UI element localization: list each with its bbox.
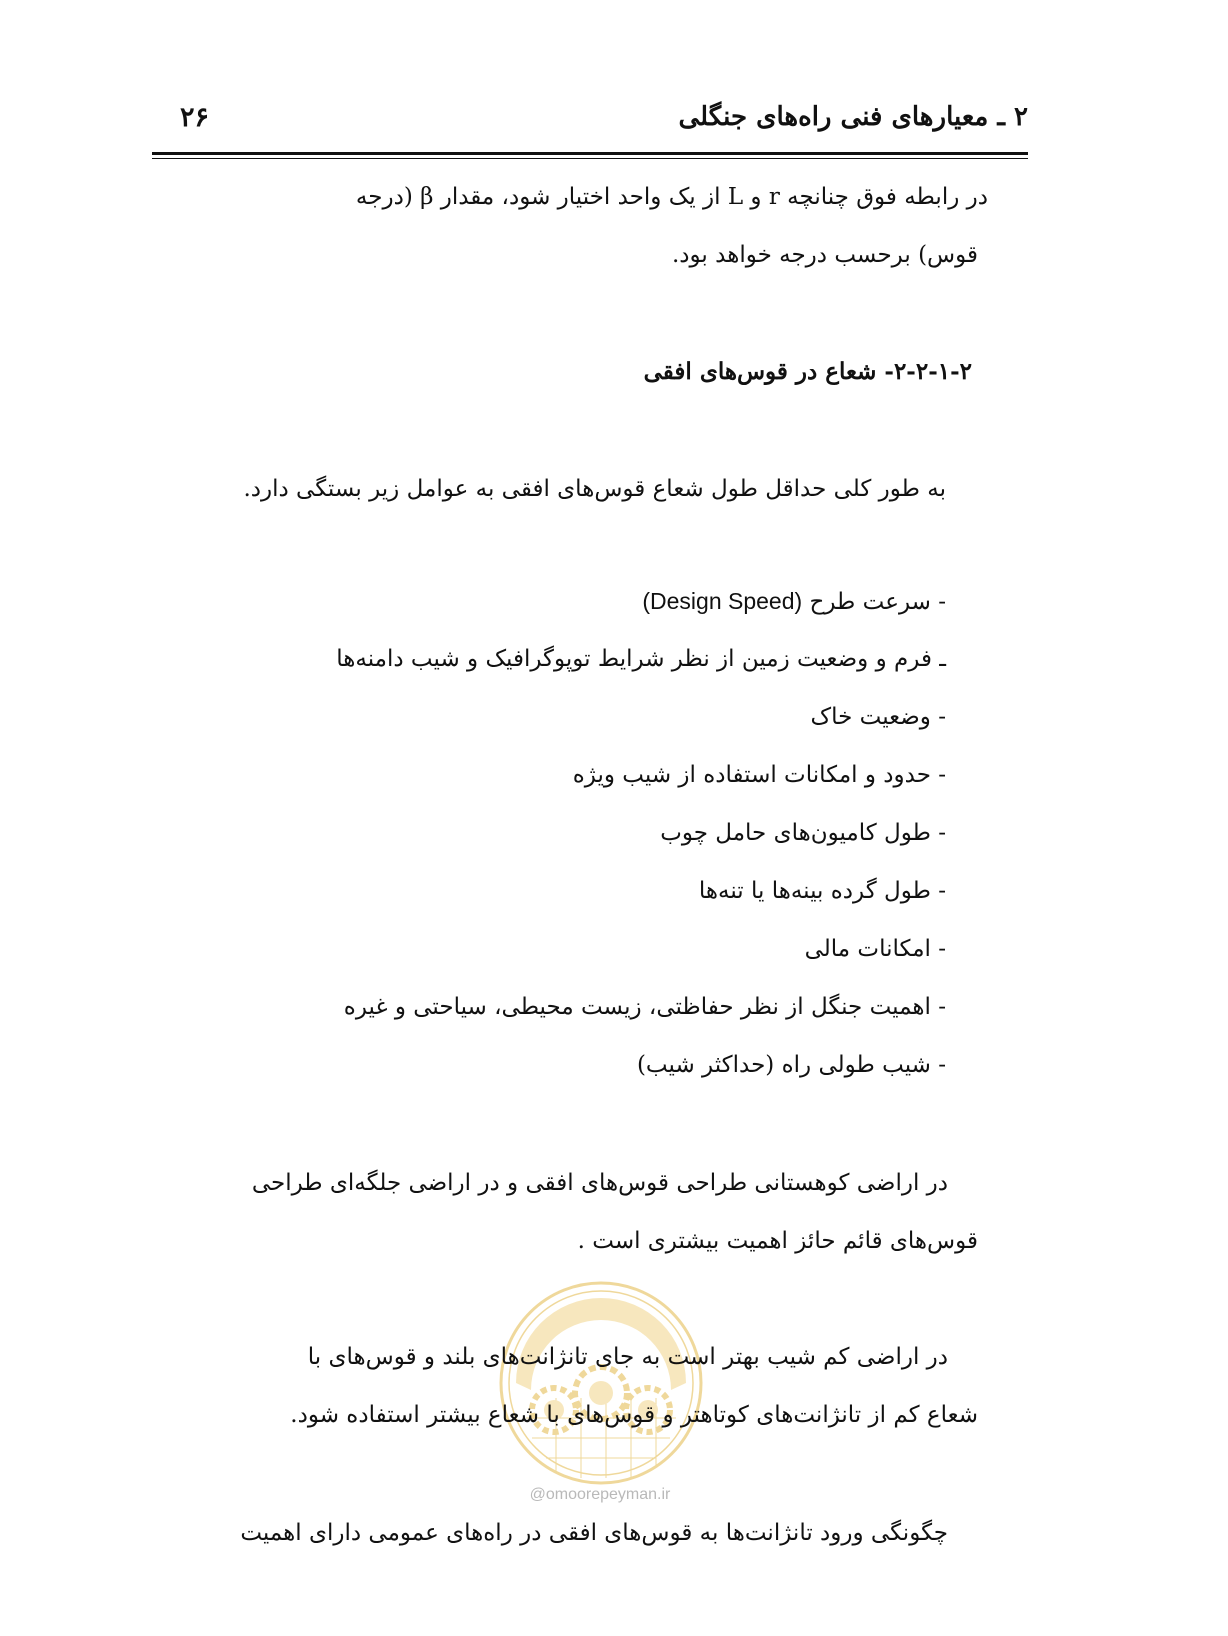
paragraph-2-line-2: قوس‌های قائم حائز اهمیت بیشتری است . [577, 1228, 978, 1254]
header-rule-thick [152, 152, 1028, 155]
running-title: ۲ ـ معیارهای فنی راه‌های جنگلی [678, 102, 1028, 132]
watermark-emblem-icon [496, 1278, 706, 1488]
factor-text: - سرعت طرح [809, 589, 946, 615]
paragraph-1-line-1: در رابطه فوق چنانچه r و L از یک واحد اختیار شود، مقدار β (درجه [355, 184, 988, 210]
intro-paragraph: به طور کلی حداقل طول شعاع قوس‌های افقی به عوامل زیر بستگی دارد. [243, 476, 946, 502]
header-rule-thin [152, 158, 1028, 159]
page-header [152, 100, 1028, 140]
page-number: ۲۶ [180, 102, 210, 133]
factor-item-longitudinal-slope: - شیب طولی راه (حداکثر شیب) [636, 1052, 946, 1078]
paragraph-3-line-1: در اراضی کم شیب بهتر است به جای تانژانت‌های بلند و قوس‌های با [307, 1344, 948, 1370]
factor-item-truck-length: - طول کامیون‌های حامل چوب [660, 820, 946, 846]
factor-item-log-length: - طول گرده بینه‌ها یا تنه‌ها [698, 878, 946, 904]
paragraph-2-line-1: در اراضی کوهستانی طراحی قوس‌های افقی و در اراضی جلگه‌ای طراحی [251, 1170, 948, 1196]
factor-item-superelevation: - حدود و امکانات استفاده از شیب ویژه [572, 762, 946, 788]
watermark-url: @omoorepeyman.ir [529, 1486, 671, 1503]
factor-item-soil: - وضعیت خاک [810, 704, 946, 730]
watermark-logo [496, 1278, 706, 1488]
factor-item-design-speed [642, 590, 946, 614]
factor-latin-term: (Design Speed) [642, 588, 803, 614]
factor-item-terrain: ـ فرم و وضعیت زمین از نظر شرایط توپوگرافیک و شیب دامنه‌ها [336, 646, 946, 672]
factor-item-finance: - امکانات مالی [804, 936, 946, 962]
section-heading: ۲-۲-۱-۲- شعاع در قوس‌های افقی [643, 358, 972, 385]
factor-item-forest-importance: - اهمیت جنگل از نظر حفاظتی، زیست محیطی، سیاحتی و غیره [343, 994, 946, 1020]
paragraph-1-line-2: قوس) برحسب درجه خواهد بود. [671, 242, 978, 268]
paragraph-4-line-1: چگونگی ورود تانژانت‌ها به قوس‌های افقی در راه‌های عمومی دارای اهمیت [240, 1520, 948, 1546]
paragraph-3-line-2: شعاع کم از تانژانت‌های کوتاهتر و قوس‌های با شعاع بیشتر استفاده شود. [290, 1402, 978, 1428]
